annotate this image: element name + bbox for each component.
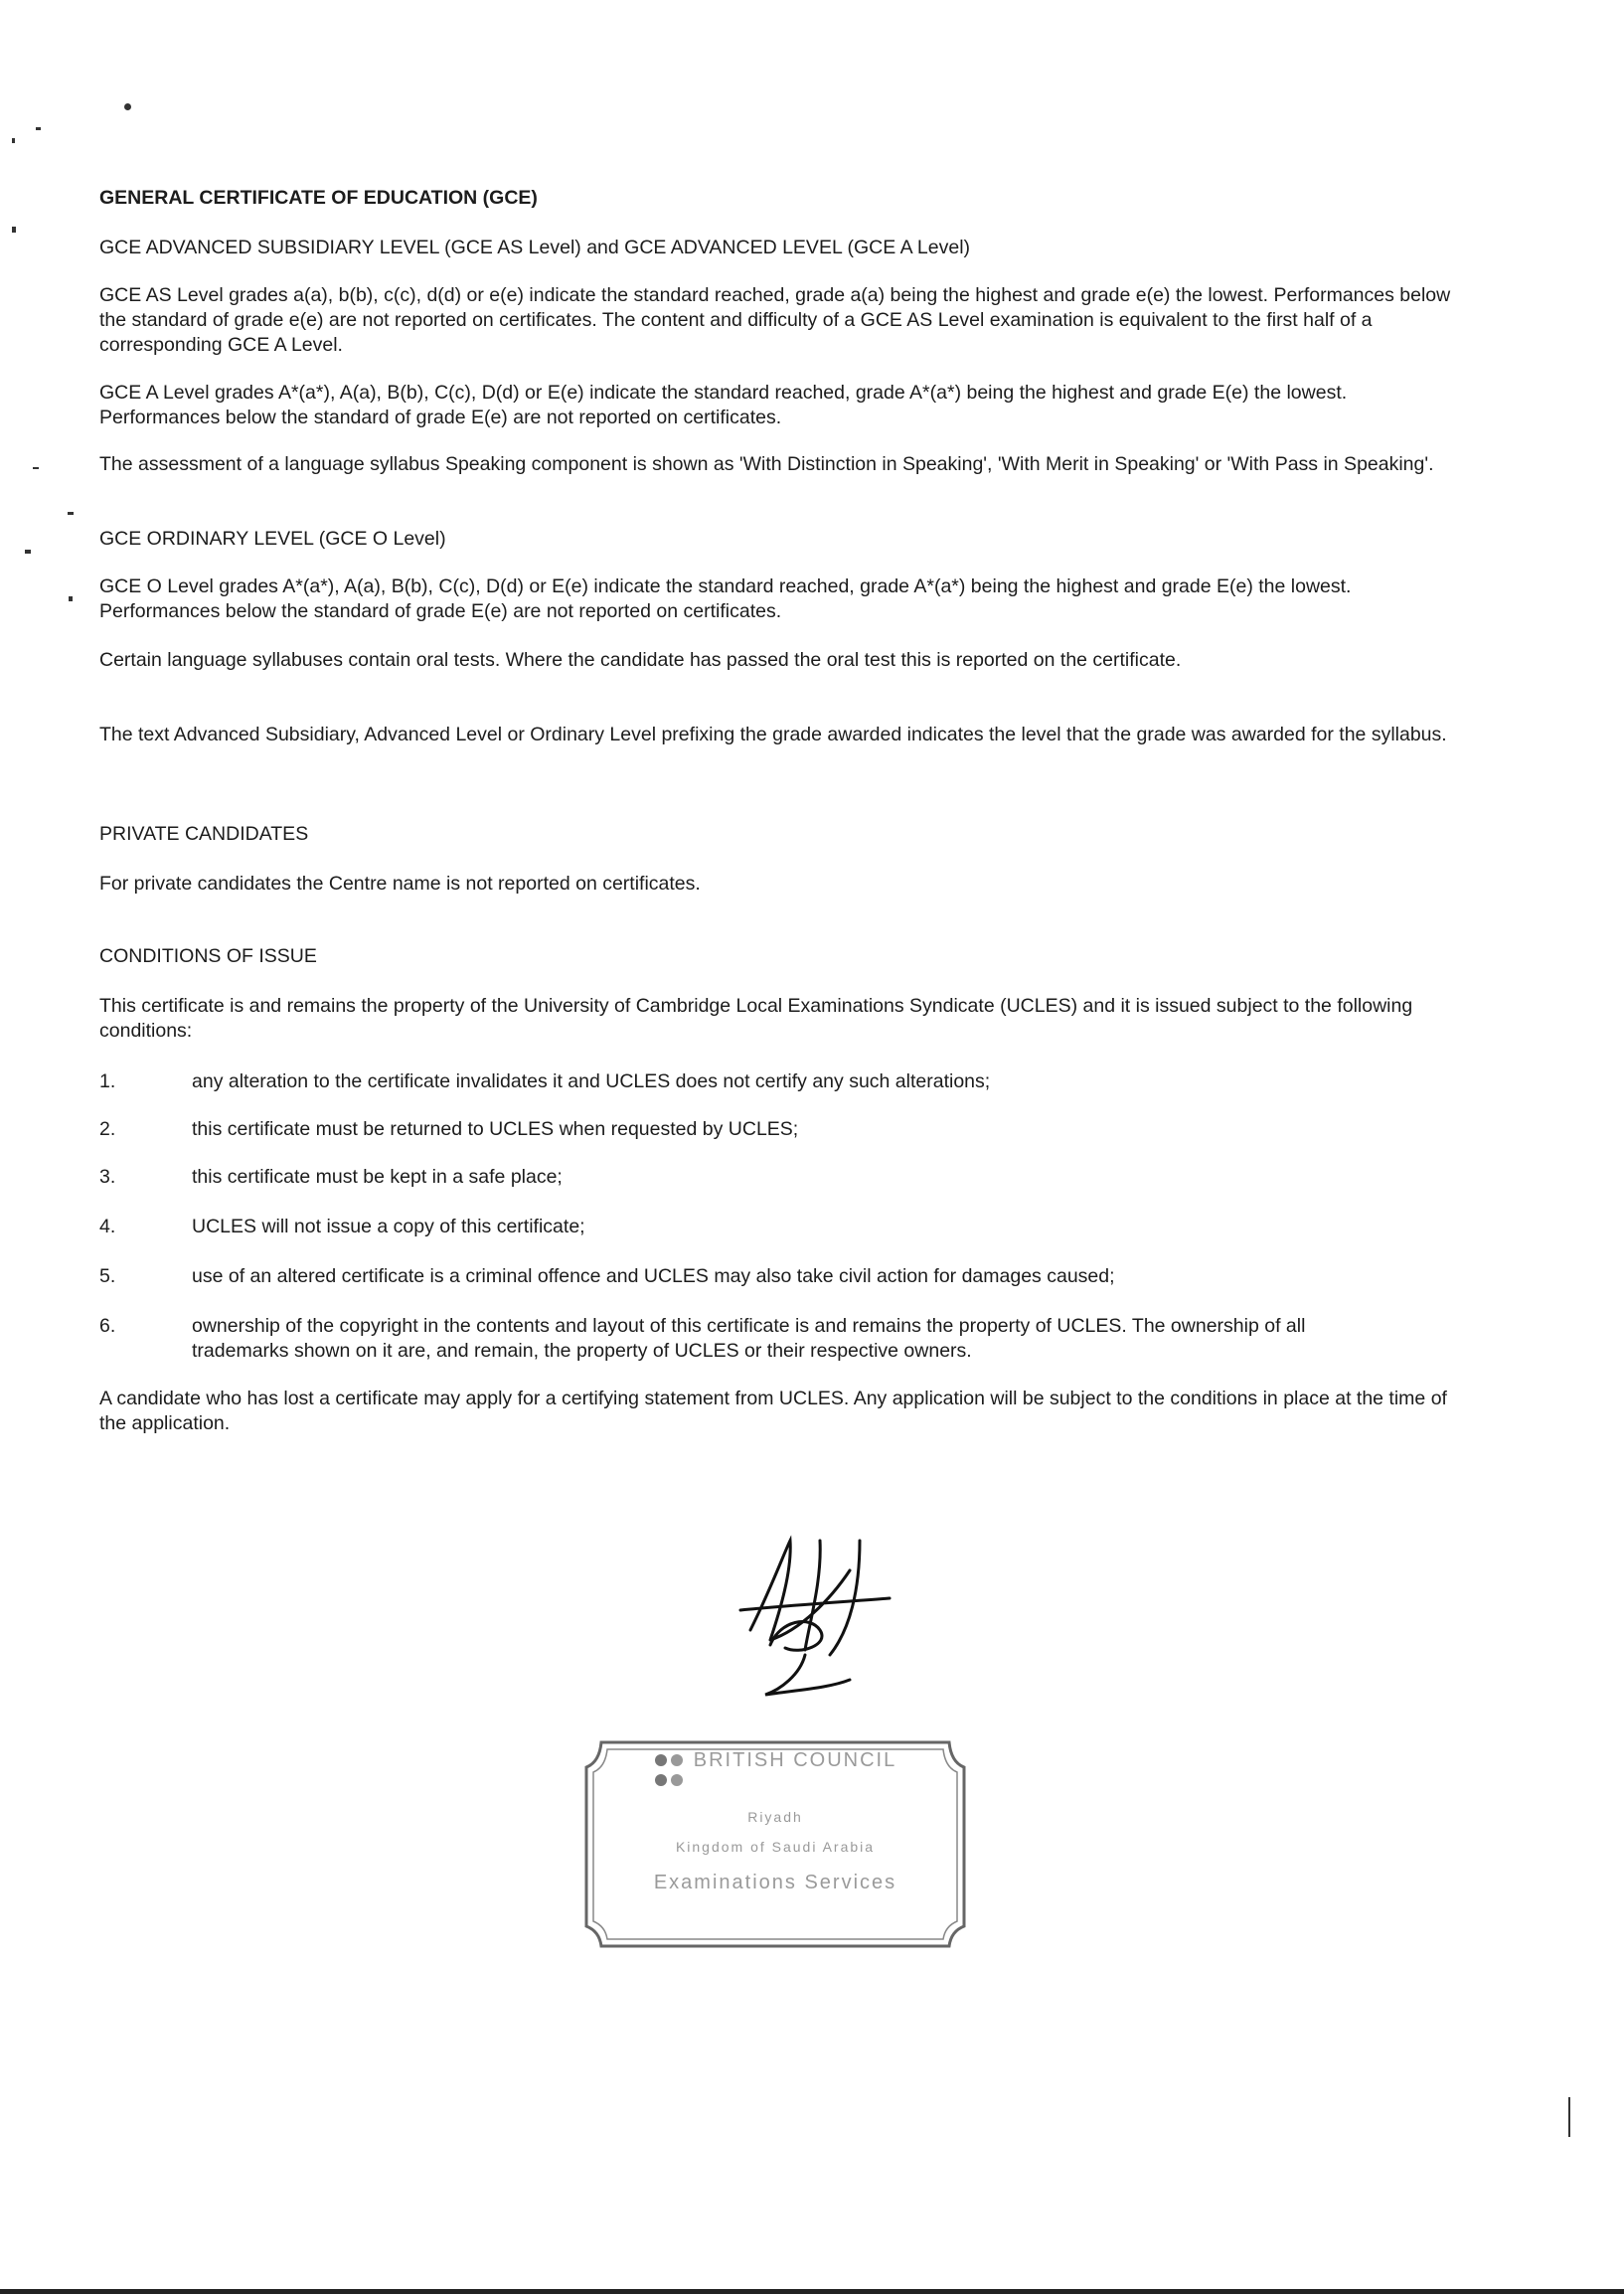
stamp-line-3: Kingdom of Saudi Arabia (675, 1839, 876, 1855)
private-candidates-paragraph: For private candidates the Centre name is not reported on certificates. (99, 873, 701, 895)
scan-speck (1568, 2097, 1570, 2137)
speaking-paragraph: The assessment of a language syllabus Speaking component is shown as 'With Distinction in Speaking', 'With Merit in Speaking' or 'With Pass in Speaking'. (99, 453, 1434, 475)
scan-speck (124, 103, 131, 110)
scan-speck (69, 596, 73, 601)
private-candidates-heading: PRIVATE CANDIDATES (99, 823, 309, 845)
lost-certificate-paragraph: A candidate who has lost a certificate may apply for a certifying statement from UCLES. Any application will be subject to the conditions in place at the time of the application. (99, 1388, 1447, 1434)
o-level-heading: GCE ORDINARY LEVEL (GCE O Level) (99, 528, 446, 550)
level-prefix-paragraph: The text Advanced Subsidiary, Advanced Level or Ordinary Level prefixing the grade awarded indicates the level that the grade was awarded for the syllabus. (99, 724, 1447, 745)
stamp-line-4: Examinations Services (653, 1872, 897, 1893)
conditions-heading: CONDITIONS OF ISSUE (99, 945, 317, 967)
oral-tests-paragraph: Certain language syllabuses contain oral tests. Where the candidate has passed the oral test this is reported on the certificate. (99, 649, 1182, 671)
list-text: ownership of the copyright in the contents and layout of this certificate is and remains the property of UCLES. The ownership of all trademarks shown on it are, and remain, the property of UCLES or their respective owners. (192, 1315, 1306, 1362)
stamp-line-1: BRITISH COUNCIL (693, 1749, 897, 1771)
a-level-paragraph: GCE A Level grades A*(a*), A(a), B(b), C(c), D(d) or E(e) indicate the standard reached, grade A*(a*) being the highest and grade E(e) the lowest. Performances below the standard of grade E(e) are not reported on certificates. (99, 382, 1348, 428)
list-text: this certificate must be kept in a safe place; (192, 1166, 563, 1188)
scan-speck (12, 138, 15, 143)
conditions-intro-paragraph: This certificate is and remains the property of the University of Cambridge Local Examinations Syndicate (UCLES) and it is issued subject to the following conditions: (99, 995, 1413, 1042)
list-number: 6. (99, 1315, 116, 1337)
scan-speck (12, 227, 16, 233)
o-level-paragraph: GCE O Level grades A*(a*), A(a), B(b), C(c), D(d) or E(e) indicate the standard reached, grade A*(a*) being the highest and grade E(e) the lowest. Performances below the standard of grade E(e) are not reported on certificates. (99, 575, 1352, 622)
scan-speck (36, 127, 41, 130)
list-number: 3. (99, 1166, 116, 1188)
scan-speck (68, 512, 74, 515)
scan-edge (0, 2289, 1624, 2294)
signature (711, 1531, 899, 1715)
scan-speck (25, 550, 31, 554)
list-number: 4. (99, 1216, 116, 1237)
list-number: 5. (99, 1265, 116, 1287)
list-text: UCLES will not issue a copy of this certificate; (192, 1216, 585, 1237)
as-level-paragraph: GCE AS Level grades a(a), b(b), c(c), d(d) or e(e) indicate the standard reached, grade a(a) being the highest and grade e(e) the lowest. Performances below the standard of grade e(e) are not reported on certificates. The content and difficulty of a GCE AS Level examination is equivalent to the first half of a corresponding GCE A Level. (99, 284, 1451, 356)
british-council-stamp (581, 1737, 969, 1951)
scan-speck (33, 467, 39, 469)
list-number: 1. (99, 1070, 116, 1092)
list-text: use of an altered certificate is a criminal offence and UCLES may also take civil action for damages caused; (192, 1265, 1115, 1287)
as-a-level-heading: GCE ADVANCED SUBSIDIARY LEVEL (GCE AS Level) and GCE ADVANCED LEVEL (GCE A Level) (99, 237, 971, 258)
list-text: this certificate must be returned to UCLES when requested by UCLES; (192, 1118, 799, 1140)
list-number: 2. (99, 1118, 116, 1140)
stamp-line-2: Riyadh (747, 1809, 803, 1825)
document-title: GENERAL CERTIFICATE OF EDUCATION (GCE) (99, 187, 538, 209)
list-text: any alteration to the certificate invalidates it and UCLES does not certify any such alterations; (192, 1070, 991, 1092)
